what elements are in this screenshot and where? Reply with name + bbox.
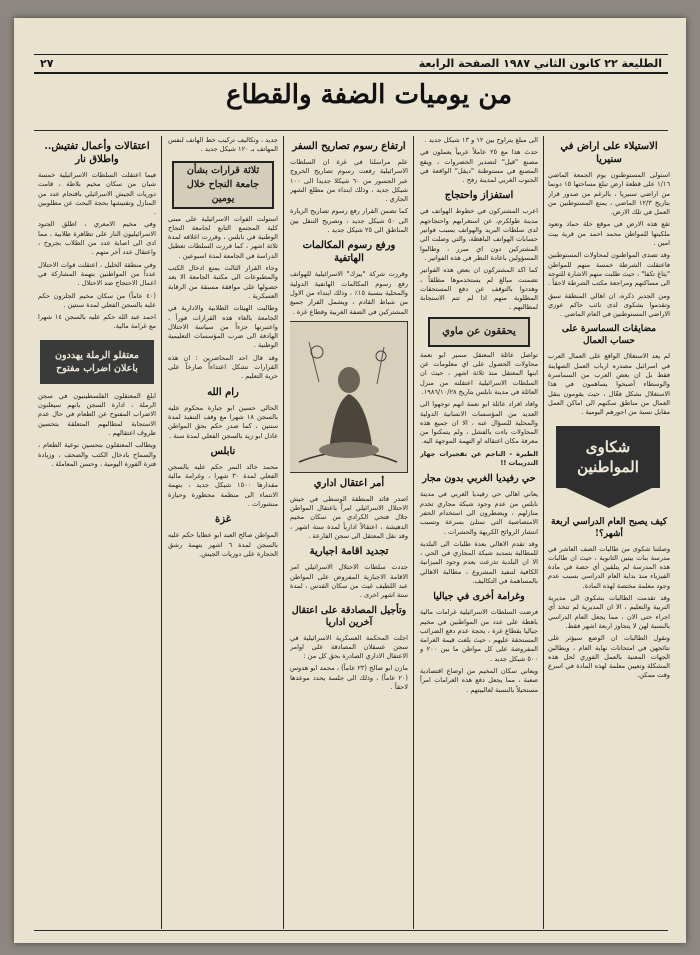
headline-travel-fees: ارتفاع رسوم تصاريح السفر: [292, 141, 406, 152]
paragraph: وقد قال احد المحاضرين : ان هذه القرارات تشكل اعتداءاً صارخاً على حرية التعليم .: [168, 353, 278, 381]
paragraph: تواصل عائلة المعتقل سمير ابو نعمة محاولات الحصول على اي معلومات عن ابنها المعتقل منذ ثلاثة اشهر ، حيث ان السلطات الاسرائيلية اعتقلته من منزل العائلة في مدينة نابلس بتاريخ ١٩٨٦/١٠/٢٨.: [420, 350, 538, 396]
paragraph: الطيرة - الناجم عن تفجيرات جهاز التدريبات !!: [420, 449, 538, 468]
newspaper-page: [14, 18, 686, 943]
headline-school-year: كيف يصبح العام الدراسي اربعة أشهر؟!: [551, 516, 667, 539]
headline-postponement: وتأجيل المصادقة على اعتقال آخرين اداريا: [291, 604, 407, 628]
paragraph: جديد ، وتكاليف تركيب خط الهاتف لنفس المهاتف بـ ١٢٠ شيكل جديد .: [168, 136, 278, 154]
paragraph: يعاني اهالي حي رفيديا الغربي في مدينة نابلس من عدم وجود شبكة مجاري تخدم منازلهم ، ويضطرون الى استخدام الحفر الامتصاصية التي تمتلئ بسرعة وتسبب انتشار الروائح الكريهة والحشرات .: [420, 490, 538, 536]
headline-land-seizure: الاستيلاء على اراض في سنيريا: [560, 141, 658, 165]
paragraph: علم مراسلنا في غزة ان السلطات الاسرائيلية رفعت رسوم تصاريح الخروج عبر الجسور من ٦٠ شيكلا جديدا الى ١٠٠ شيكل جديد ، وذلك ابتداء من مطلع الشهر الجاري .: [290, 158, 408, 204]
complaints-arrow-shape: [548, 424, 670, 510]
paragraph: ويعاني سكان المخيم من اوضاع اقتصادية صعبة ، مما يجعل دفع هذه الغرامات امراً مستحيلاً بالنسبة لغالبيتهم .: [420, 667, 538, 694]
complaints-title: شكاوى المواطنين: [556, 426, 660, 488]
paragraph: وقد تقدمت الطالبات بشكوى الى مديرية التربية والتعليم ، الا ان المديرية لم تتخذ أي اجراء حتى الان ، مما يجعل العام الدراسي بالنسبة لهن لا يتجاوز اربعة اشهر فقط.: [548, 594, 670, 630]
paragraph: الى مبلغ يتراوح بين ١٢ و ١٣ شيكل جديد .: [424, 136, 538, 144]
column-divider: [161, 136, 162, 929]
headline-nablus: نابلس: [210, 445, 236, 457]
paragraph: ومن الجدير ذكره، ان اهالي المنطقة سبق وتقدموا بشكوى لدى نائب حاكم عوزي الاراضي المستوطنين في العام الماضي .: [548, 291, 670, 319]
section-title: من يوميات الضفة والقطاع: [225, 80, 513, 110]
column-4: [168, 136, 278, 929]
paragraph: تقع هذه الارض في موقع خلة حماد وتعود ملكيتها للمواطن محمد احمد من قرية بيت امين .: [548, 220, 670, 248]
paragraph: وجاء القرار الثالث بمنع ادخال الكتب والمطبوعات الى مكتبة الجامعة الا بعد حصولها على موافقة مسبقة من الرقابة العسكرية .: [168, 264, 278, 300]
paragraph: كما اكد المشتركون ان بعض هذه الفواتير تضمنت مبالغ لم يستخدموها مطلقاً ، وهددوا بالتوقف عن دفع المستحقات المطلوبة منهم اذا لم تتم الاستجابة لمطالبهم .: [420, 266, 538, 312]
paragraph: (٤٠ عاماً) من سكان مخيم الجلزون حكم عليه بالسجن الفعلي لمدة سنتين .: [38, 291, 156, 309]
paragraph: وفي منطقة الخليل ، اعتقلت قوات الاحتلال عدداً من المواطنين بتهمة المشاركة في اعمال الاحتجاج ضد الاحتلال .: [38, 260, 156, 288]
paragraph: ابلغ المعتقلون الفلسطينيون في سجن الرملة ، ادارة السجن بانهم سيعلنون الاضراب المفتوح عن الطعام في حال عدم الاستجابة لمطالبهم المتعلقة بتحسين ظروف اعتقالهم .: [38, 391, 156, 437]
illustration-woman-grinding: [290, 321, 408, 473]
headline-gaza: غزة: [215, 514, 231, 526]
complaints-banner: [548, 424, 670, 510]
paragraph: المواطن صالح العبد ابو عطايا حكم عليه بالسجن لمدة ٦ اشهر بتهمة رشق الحجارة على دوريات الجيش.: [168, 531, 278, 558]
paragraph: وفي مخيم الامعري ، اطلق الجنود الاسرائيليون النار على تظاهرة طلابية ، مما ادى الى اصابة عدد من الطلاب بجروح ، واعتقال عدد آخر منهم .: [38, 220, 156, 257]
paragraph: وافاد افراد عائلة ابو نعمة انهم توجهوا الى العديد من المؤسسات الانسانية الدولية والمحلية للسؤال عنه ، الا ان جميع هذه المحاولات باءت بالفشل ، ولم يتمكنوا من معرفة مكان اعتقاله او التهمة الموجهة اليه.: [420, 400, 538, 446]
column-divider: [283, 136, 284, 929]
paragraph: وقد تصدى المواطنون لمحاولات المستوطنين فاعتقلت الشرطة خمسة منهم للمواطن "يثاغ تكفا" ، حيث طلبت منهم الاشارة للتوجه الى مساكنهم ومراجعة مكتب الشرطة لاحقاً .: [548, 251, 670, 288]
paragraph: وقررت شركة "بيزك" الاسرائيلية للهواتف رفع رسوم المكالمات الهاتفية الدولية والمحلية بنسبة ١٥٪ ، وذلك ابتداء من الاول من شباط القادم ، ويشمل القرار جميع المشتركين في الضفة الغربية وقطاع غزة .: [290, 270, 408, 316]
box-najah-decisions: ثلاثة قرارات بشأن جامعة النجاح خلال يومين: [172, 161, 274, 209]
column-divider: [543, 136, 544, 929]
headline-phone-fees: ورفع رسوم المكالمات الهاتفية: [302, 240, 396, 265]
page-header: [34, 54, 668, 74]
paragraph: محمد خالد النمر حكم عليه بالسجن الفعلي لمدة ٣٠ شهرا ، وغرامة مالية مقدارها ١٥٠٠ شيكل جديد ، بتهمة الانتماء الى منظمة محظورة وحيازة منشورات .: [168, 462, 278, 509]
paragraph: فرضت السلطات الاسرائيلية غرامات مالية باهظة على عدد من المواطنين في مخيم جباليا بقطاع غزة ، بحجة عدم دفع الضرائب المستحقة عليهم ، حيث بلغت قيمة الغرامة المفروضة على كل مواطن ما بين ٢٠٠ و ٥٠٠ شيكل جديد .: [420, 608, 538, 663]
headline-fine-jabalia: وغرامة أخرى في جباليا: [433, 591, 525, 603]
headline-provocation: استفزاز واحتجاج: [444, 190, 514, 202]
paragraph: استولت القوات الاسرائيلية على مبنى كلية المجتمع التابع لجامعة النجاح الوطنية في نابلس ، وقررت اغلاقه لمدة ثلاثة اشهر ، كما قررت السلطات تعطيل الدراسة في الجامعة لمدة اسبوعين .: [168, 214, 278, 260]
box-ramla-hunger-strike: معتقلو الرملة يهددون باعلان اضراب مفتوح: [40, 340, 154, 384]
paragraph: الحالي حسين ابو جبارة محكوم عليه بالسجن ١٨ شهرا مع وقف التنفيذ لمدة سنتين ، كما صدر حكم بحق المواطن عادل ابو زيد بالسجن الفعلي لمدة سنة .: [168, 403, 278, 440]
paragraph: فيما اعتقلت السلطات الاسرائيلية خمسة شبان من سكان مخيم بلاطة ، قامت دوريات الجيش الاسرائيلي باقتحام عدد من المنازل وتفتيشها بحجة البحث عن مطلوبين .: [38, 171, 156, 217]
paragraph: مازن ابو صالح (٢٣ عاماً) ، محمد ابو هدوس (٢٠ عاماً) ، وذلك الى جلسة يحدد موعدها لاحقاً .: [290, 664, 408, 692]
bottom-divider: [34, 930, 668, 931]
page-number: ٢٧: [40, 57, 54, 70]
column-1: [548, 136, 670, 929]
headline-house-arrest: تجديد اقامة اجبارية: [309, 546, 389, 558]
paragraph: اعرب المشتركون في خطوط الهواتف في مدينة طولكرم، عن استغرابهم واحتجاجهم لدى سلطات البريد والهواتف بسبب فواتير حسابات الهواتف الباهظة، والتي وصلت الى المشتركين دون اي مبرر ، وطالبوا المسؤولين باعادة النظر في هذه الفواتير .: [420, 207, 538, 262]
paragraph: استولى المستوطنون يوم الجمعة الماضي ١/١٦ على قطعة ارض تبلغ مساحتها ١٥ دونما من اراضي سنيريا ، بالرغم من صدور قرار بتاريخ ١٢/٣ الماضي ، يمنع المستوطنين من العمل في تلك الارض.: [548, 171, 670, 217]
column-2: [420, 136, 538, 929]
paragraph: جددت سلطات الاحتلال الاسرائيلي امر الاقامة الاجبارية المفروض على المواطن عبد اللطيف غيث من سكان القدس ، لمدة ستة اشهر اخرى .: [290, 563, 408, 600]
paragraph: اجلت المحكمة العسكرية الاسرائيلية في سجن عسقلان المصادقة على اوامر الاعتقال الاداري الصادرة بحق كل من :: [290, 633, 408, 661]
headline-sewage: حي رفيديا الغربي بدون مجار: [422, 473, 536, 485]
column-divider: [413, 136, 414, 929]
paragraph: احمد عبد الله حكم عليه بالسجن ١٤ شهرا مع غرامة مالية.: [38, 313, 156, 331]
title-divider: [34, 130, 668, 131]
paragraph: وطالبت الهيئات الطلابية والادارية في الجامعة بالغاء هذه القرارات فوراً ، واعتبرتها جزءاً من سياسة الاحتلال الهادفة الى ضرب المؤسسات التعليمية الوطنية .: [168, 304, 278, 350]
paragraph: اصدر قائد المنطقة الوسطى في جيش الاحتلال الاسرائيلي امراً باعتقال المواطن جلال فتحي الكرادي من سكان مخيم الدهيشة ، اعتقالاً ادارياً لمدة ستة اشهر ، وقد نقل المعتقل الى سجن الفارعة .: [290, 494, 408, 541]
paragraph: كما تضمن القرار رفع رسوم تصاريح الزيارة الى ٥٠ شيكل جديد ، وتصريح التنقل بين المناطق الى ٢٥ شيكل جديد .: [290, 207, 408, 235]
header-date-line: الطليعة ٢٢ كانون الثاني ١٩٨٧ الصفحة الرابعة: [418, 57, 662, 70]
column-5: [38, 136, 156, 929]
headline-arrests: اعتقالات وأعمال تفتيش.. واطلاق نار: [44, 141, 150, 165]
paragraph: ويطالب المعتقلون بتحسين نوعية الطعام ، والسماح بادخال الكتب والصحف ، وزيادة فترة الفورة اليومية ، وحسن المعاملة .: [38, 441, 156, 468]
paragraph: لم يعد الاستغلال الواقع على العمال العرب في اسرائيل مصدره ارباب العمل الصهاينة فقط بل ان بعض العرب من السماسرة والوسطاء أصبحوا يساهمون في هذا الاستغلال بشكل فعّال ، حيث يقومون بنقل العمال من مناطق سكنهم الى اماكن العمل مقابل نسبة من اجورهم اليومية .: [548, 352, 670, 417]
headline-admin-detention: أمر اعتقال اداري: [313, 477, 385, 489]
paragraph: وقد تقدم الاهالي بعدة طلبات الى البلدية للمطالبة بتمديد شبكة المجاري في الحي ، الا ان البلدية تذرعت بعدم وجود الميزانية الكافية لتنفيذ المشروع ، مطالبة الاهالي بالمساهمة في التكاليف.: [420, 539, 538, 585]
paragraph: وصلتنا شكوى من طالبات الصف العاشر في مدرسة بنات بيتين الثانوية ، حيث ان طالبات هذه المدرسة لم يتلقين أي حصة في مادة الفيزياء منذ بداية العام الدراسي بسبب عدم وجود معلمة مختصة لهذه المادة.: [548, 544, 670, 590]
headline-brokers: مضايقات السماسرة على حساب العمال: [561, 324, 657, 347]
column-3: [290, 136, 408, 929]
paragraph: حدث هذا مع ٢٥ عاملاً عربياً يعملون في مصنع "قيل" لتصدير الخضروات ، ويقع المصنع في مستوطنة "ديقل" الواقعة في الجنوب الغربي لمدينة رفح .: [420, 148, 538, 185]
headline-ramallah: رام الله: [207, 386, 239, 398]
box-investigation: يحققون عن ماوي: [428, 317, 530, 347]
paragraph: وتقول الطالبات ان الوضع سيؤثر على نتائجهن في امتحانات نهاية العام ، ويطالبن الجهات المعنية بالعمل الفوري لحل هذه المشكلة وتعيين معلمة لهذه المادة في اسرع وقت ممكن.: [548, 634, 670, 680]
